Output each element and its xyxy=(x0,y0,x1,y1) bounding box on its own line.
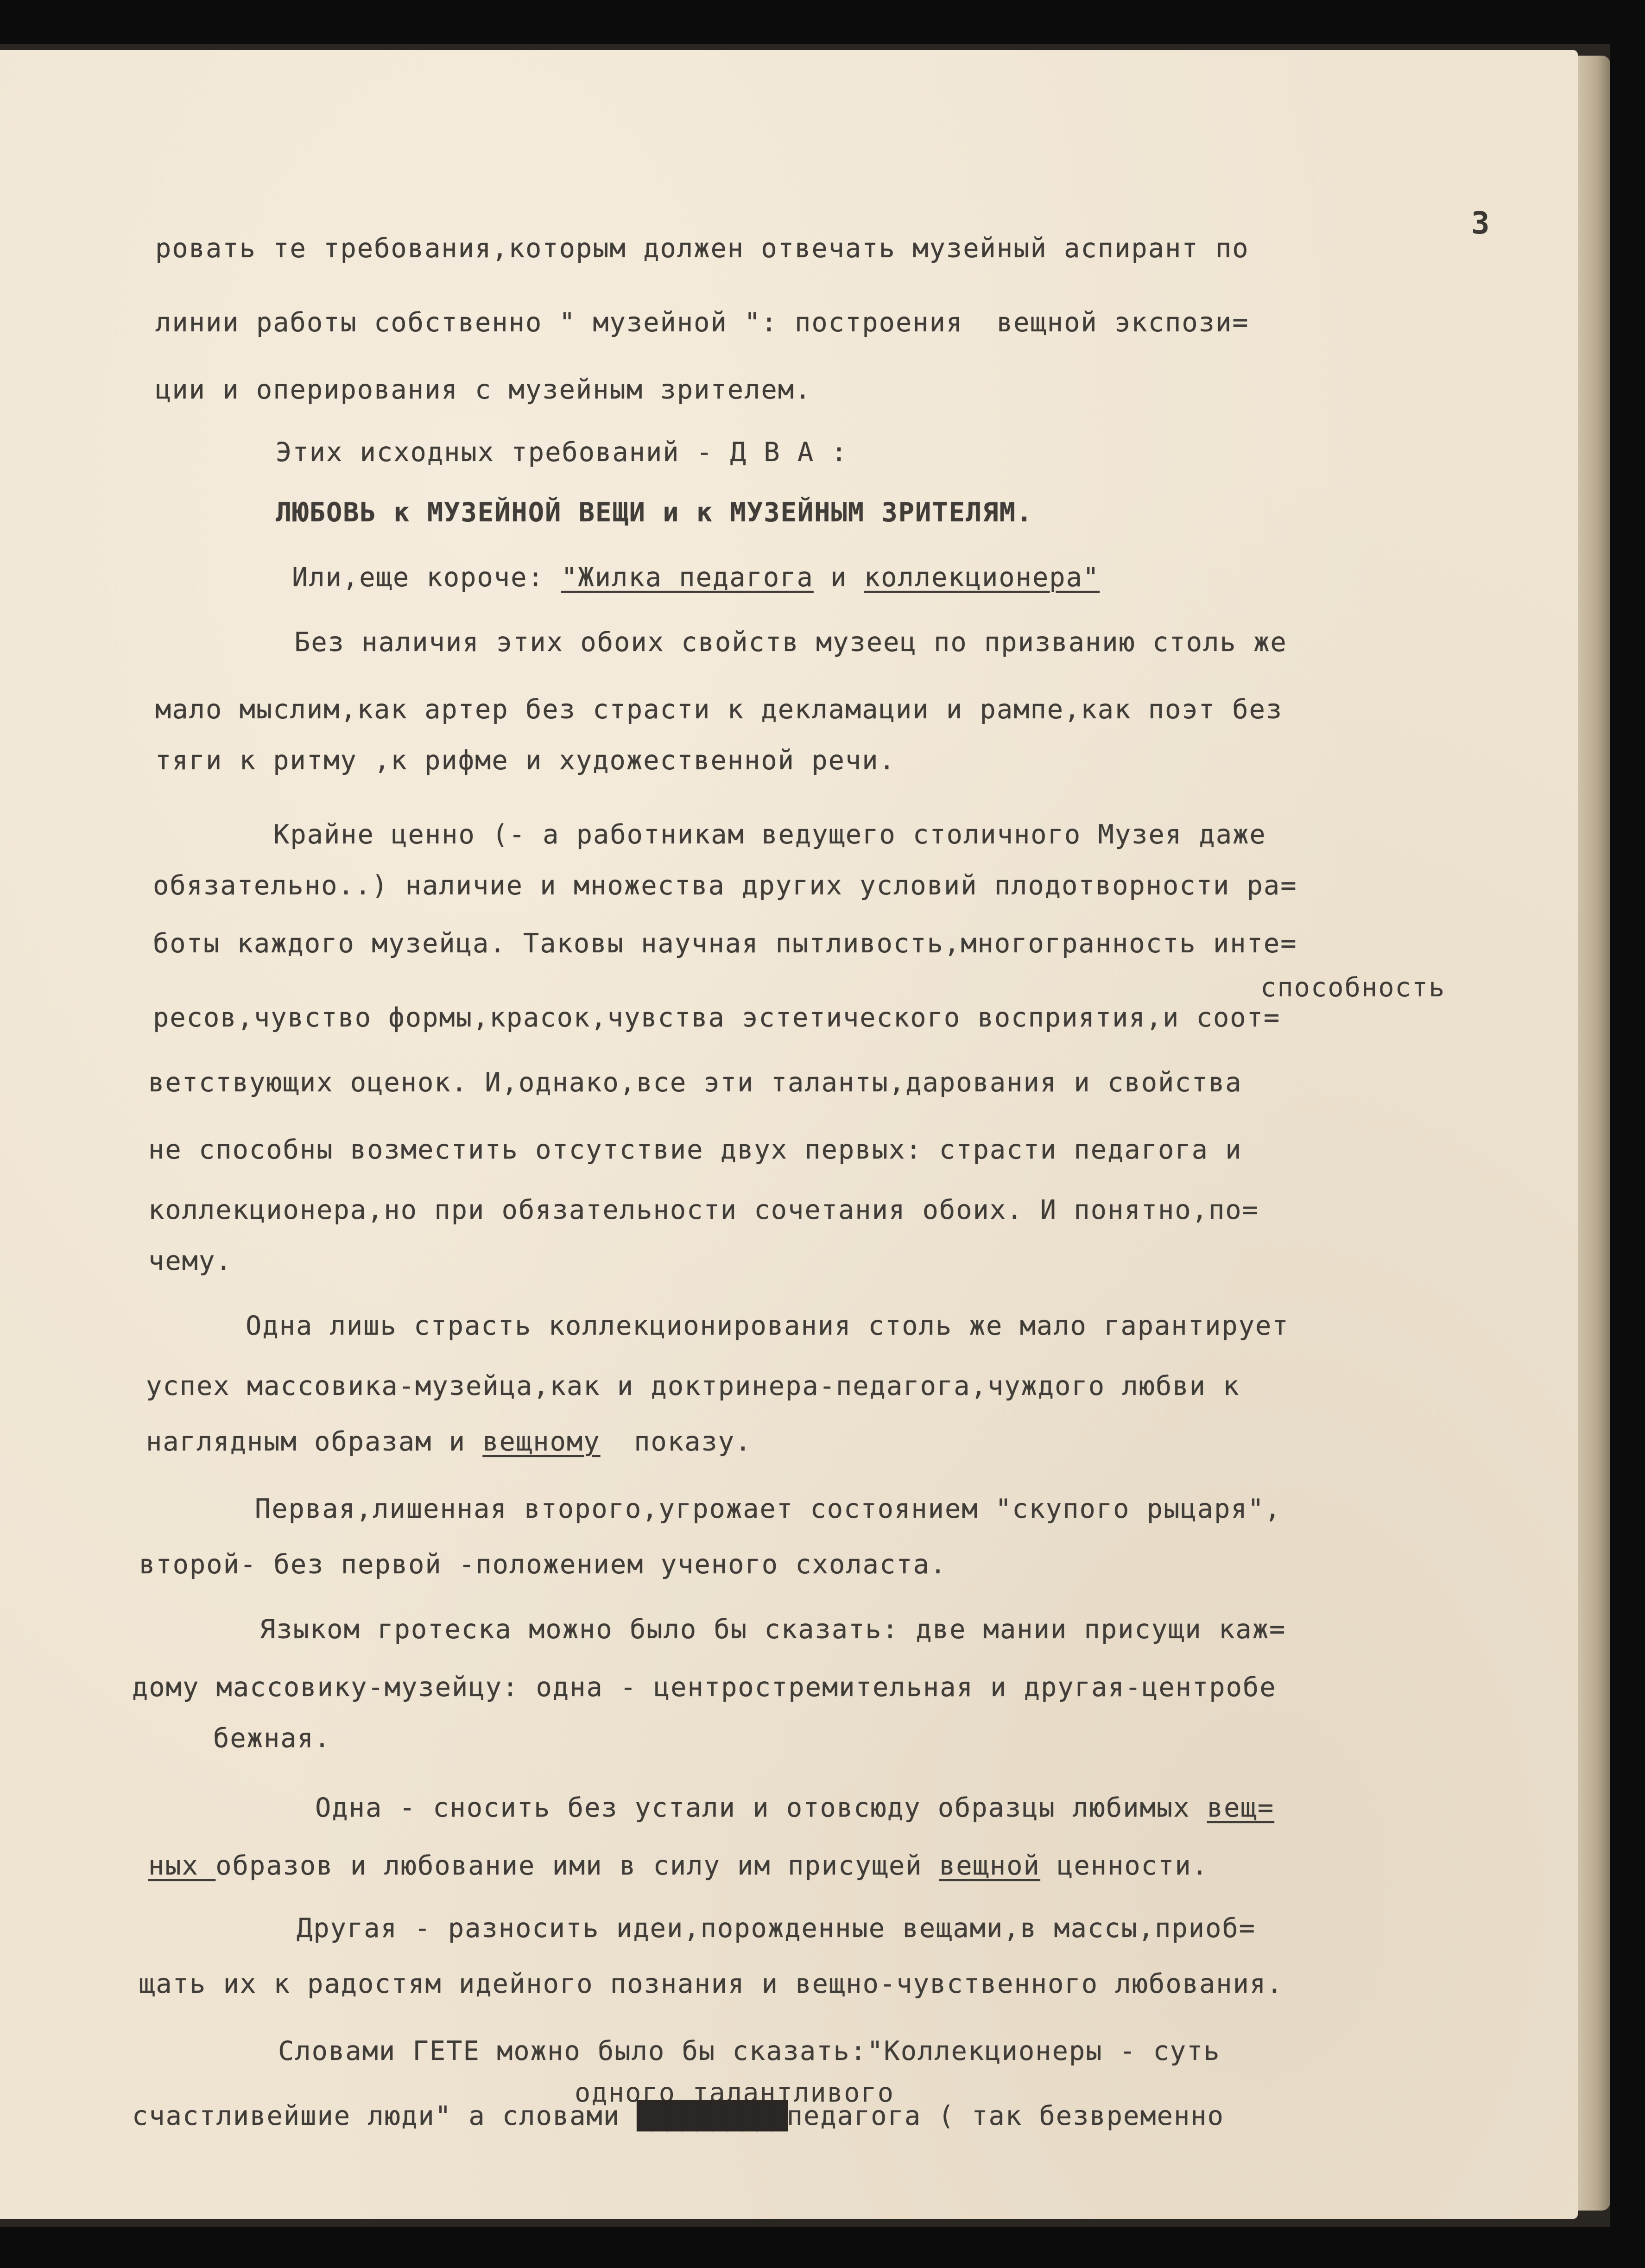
text-line: чему. xyxy=(148,1246,233,1276)
underlined-phrase: "Жилка педагога xyxy=(561,562,814,593)
underlined-word: ных xyxy=(148,1850,216,1881)
text-line xyxy=(292,562,1100,593)
text-line: боты каждого музейца. Таковы научная пытливость,многогранность инте= xyxy=(153,928,1297,959)
text-line: Первая,лишенная второго,угрожает состоянием "скупого рыцаря", xyxy=(255,1494,1282,1524)
text-line: тяги к ритму ,к рифме и художественной речи. xyxy=(155,745,896,776)
text-segment: показу. xyxy=(600,1426,752,1457)
text-line: не способны возместить отсутствие двух первых: страсти педагога и xyxy=(148,1134,1242,1165)
underlined-word: вещному xyxy=(482,1426,601,1457)
text-line: Одна лишь страсть коллекционирования столь же мало гарантирует xyxy=(246,1311,1289,1341)
text-segment: счастливейшие люди" а словами xyxy=(132,2101,637,2131)
text-line: Языком гротеска можно было бы сказать: две мании присущи каж= xyxy=(259,1614,1286,1645)
text-line: второй- без первой -положением ученого схоласта. xyxy=(139,1549,947,1580)
text-segment: наглядным образам и xyxy=(146,1426,483,1457)
text-line xyxy=(315,1793,1274,1823)
struck-out-word: ██████████ xyxy=(637,2101,787,2131)
text-line: бежная. xyxy=(213,1723,331,1754)
text-line: успех массовика-музейца,как и доктринера-педагога,чуждого любви к xyxy=(146,1371,1240,1401)
text-line: ЛЮБОВЬ к МУЗЕЙНОЙ ВЕЩИ и к МУЗЕЙНЫМ ЗРИТЕЛЯМ. xyxy=(276,497,1033,528)
underlined-word: вещной xyxy=(939,1850,1040,1881)
text-line: щать их к радостям идейного познания и вещно-чувственного любования. xyxy=(139,1969,1284,1999)
handwritten-insertion: способность xyxy=(1260,972,1446,1003)
text-segment: ценности. xyxy=(1040,1850,1208,1881)
text-line: ровать те требования,которым должен отвечать музейный аспирант по xyxy=(155,233,1249,264)
text-line xyxy=(146,1426,752,1457)
text-segment: и xyxy=(813,562,864,593)
text-segment: педагога ( так безвременно xyxy=(786,2101,1224,2131)
text-segment: образов и любование ими в силу им присущей xyxy=(215,1850,939,1881)
typewritten-page xyxy=(0,50,1578,2219)
typed-insertion: одного талантливого xyxy=(575,2078,895,2108)
text-segment: Одна - сносить без устали и отовсюду образцы любимых xyxy=(315,1793,1207,1823)
text-line: ресов,чувство формы,красок,чувства эстетического восприятия,и соот= xyxy=(153,1002,1281,1033)
text-line: линии работы собственно " музейной ": построения вещной экспози= xyxy=(155,307,1249,338)
text-line: Словами ГЕТЕ можно было бы сказать:"Коллекционеры - суть xyxy=(278,2036,1221,2066)
text-line: ции и оперирования с музейным зрителем. xyxy=(155,374,812,405)
text-line: ветствующих оценок. И,однако,все эти таланты,дарования и свойства xyxy=(148,1067,1242,1098)
underlined-phrase: коллекционера" xyxy=(864,562,1100,593)
text-line xyxy=(132,2101,1224,2131)
text-line: дому массовику-музейцу: одна - центростремительная и другая-центробе xyxy=(132,1672,1277,1703)
text-line: коллекционера,но при обязательности сочетания обоих. И понятно,по= xyxy=(148,1195,1259,1225)
page-text xyxy=(0,50,1578,2219)
text-line xyxy=(148,1850,1208,1881)
text-line: Этих исходных требований - Д В А : xyxy=(276,437,848,468)
text-line: обязательно..) наличие и множества других условий плодотворности ра= xyxy=(153,870,1297,901)
text-segment: Или,еще короче: xyxy=(292,562,562,593)
text-line: мало мыслим,как артер без страсти к декламации и рампе,как поэт без xyxy=(155,694,1283,725)
text-line: Другая - разносить идеи,порожденные вещами,в массы,приоб= xyxy=(297,1913,1256,1944)
text-line: Без наличия этих обоих свойств музеец по призванию столь же xyxy=(294,627,1287,658)
page-number: 3 xyxy=(1471,205,1490,241)
text-line: Крайне ценно (- а работникам ведущего столичного Музея даже xyxy=(273,819,1266,850)
underlined-word: вещ= xyxy=(1207,1793,1275,1823)
